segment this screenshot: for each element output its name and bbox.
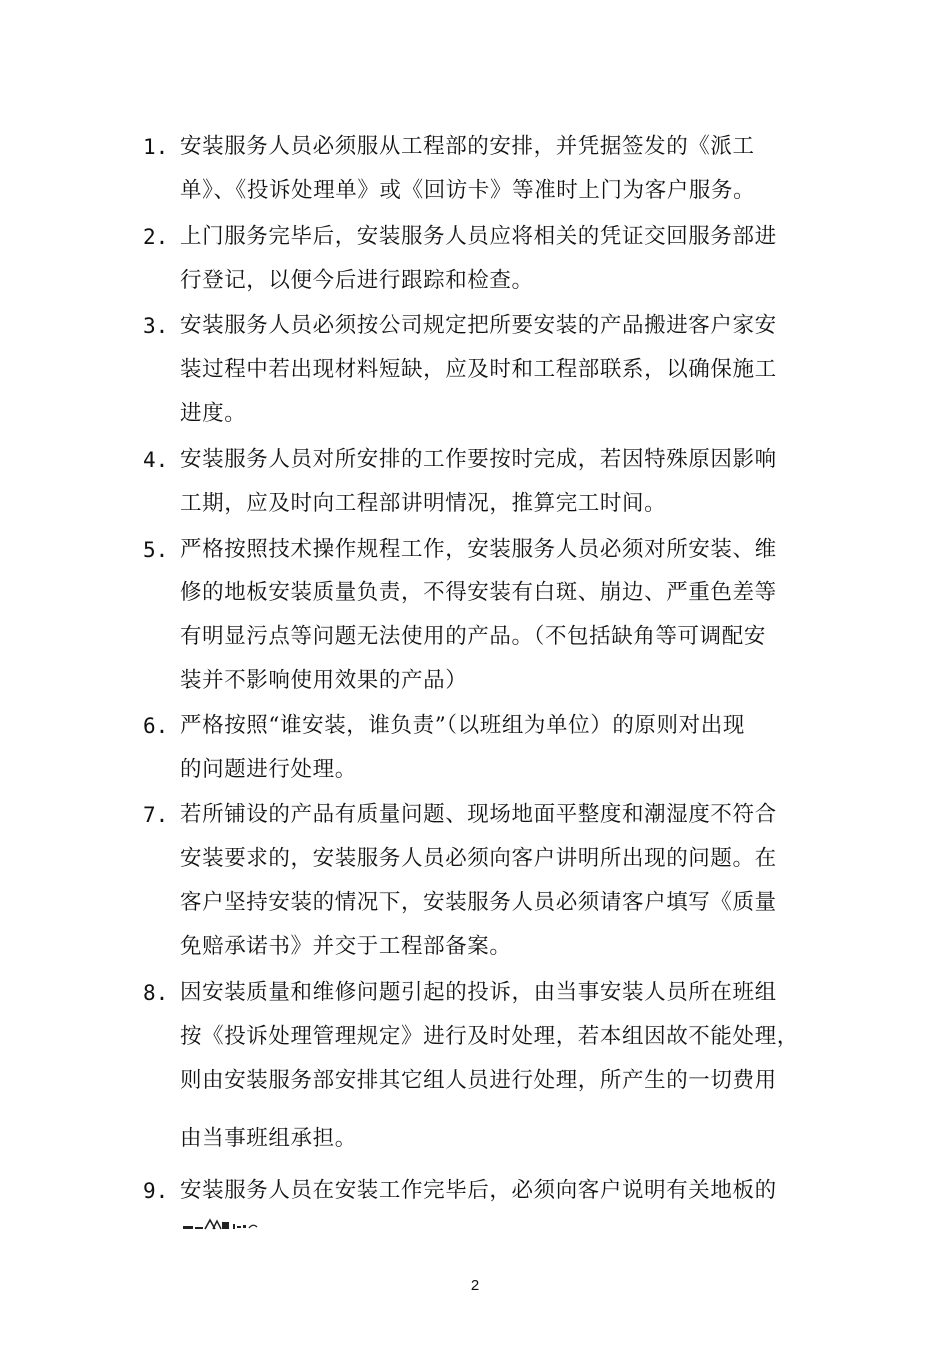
item-text-line: 按《投诉处理管理规定》进行及时处理，若本组因故不能处理， bbox=[180, 1024, 799, 1049]
item-number: 6. bbox=[143, 714, 169, 738]
item-text-line: 因安装质量和维修问题引起的投诉，由当事安装人员所在班组 bbox=[180, 980, 777, 1005]
item-text-line: 装并不影响使用效果的产品） bbox=[180, 668, 468, 693]
item-text-line: 则由安装服务部安排其它组人员进行处理，所产生的一切费用 bbox=[180, 1068, 777, 1093]
item-number: 5. bbox=[143, 538, 169, 562]
cutoff-text-fragment bbox=[183, 1218, 263, 1234]
item-text-line: 严格按照“谁安装，谁负责”（以班组为单位）的原则对出现 bbox=[180, 713, 745, 738]
item-text-line: 修的地板安装质量负责，不得安装有白斑、崩边、严重色差等 bbox=[180, 580, 777, 605]
item-number: 1. bbox=[143, 135, 169, 159]
item-text-line: 安装要求的，安装服务人员必须向客户讲明所出现的问题。在 bbox=[180, 846, 777, 871]
item-text-line: 客户坚持安装的情况下，安装服务人员必须请客户填写《质量 bbox=[180, 890, 777, 915]
item-text-line: 安装服务人员必须按公司规定把所要安装的产品搬进客户家安 bbox=[180, 313, 777, 338]
item-text-line: 的问题进行处理。 bbox=[180, 757, 357, 782]
item-number: 9. bbox=[143, 1179, 169, 1203]
item-number: 2. bbox=[143, 225, 169, 249]
item-text-line: 安装服务人员在安装工作完毕后，必须向客户说明有关地板的 bbox=[180, 1178, 777, 1203]
item-text-line: 若所铺设的产品有质量问题、现场地面平整度和潮湿度不符合 bbox=[180, 802, 777, 827]
item-text-line: 行登记，以便今后进行跟踪和检查。 bbox=[180, 268, 534, 293]
item-text-line: 单》、《投诉处理单》或《回访卡》等准时上门为客户服务。 bbox=[180, 178, 756, 203]
item-number: 8. bbox=[143, 981, 169, 1005]
item-text-line: 进度。 bbox=[180, 401, 247, 426]
page-number: 2 bbox=[470, 1277, 480, 1294]
item-text-line: 上门服务完毕后，安装服务人员应将相关的凭证交回服务部进 bbox=[180, 224, 777, 249]
item-text-line: 安装服务人员对所安排的工作要按时完成，若因特殊原因影响 bbox=[180, 447, 777, 472]
item-text-line: 严格按照技术操作规程工作，安装服务人员必须对所安装、维 bbox=[180, 537, 777, 562]
item-text-line: 工期，应及时向工程部讲明情况，推算完工时间。 bbox=[180, 491, 667, 516]
item-text-line: 装过程中若出现材料短缺，应及时和工程部联系，以确保施工 bbox=[180, 357, 777, 382]
item-text-line: 安装服务人员必须服从工程部的安排，并凭据签发的《派工 bbox=[180, 134, 755, 159]
item-text-line: 免赔承诺书》并交于工程部备案。 bbox=[180, 934, 512, 959]
item-number: 7. bbox=[143, 803, 169, 827]
item-text-line: 由当事班组承担。 bbox=[180, 1126, 357, 1151]
item-text-line: 有明显污点等问题无法使用的产品。（不包括缺角等可调配安 bbox=[180, 624, 766, 649]
item-number: 3. bbox=[143, 314, 169, 338]
item-number: 4. bbox=[143, 448, 169, 472]
